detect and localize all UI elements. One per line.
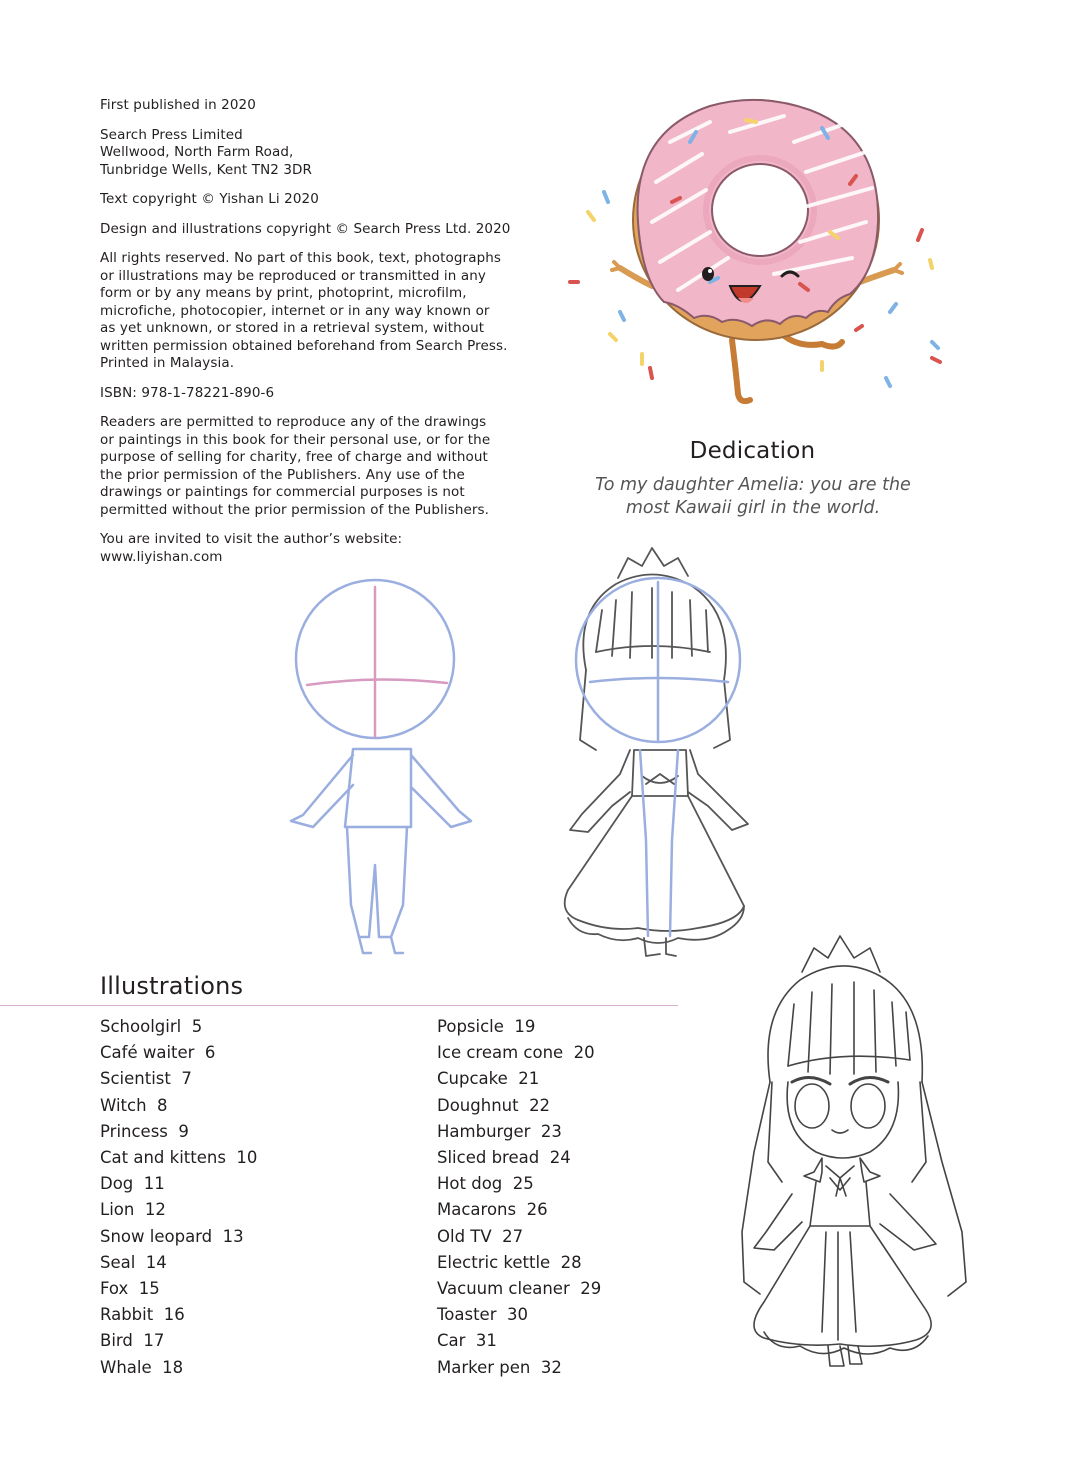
list-item: Dog 11: [100, 1174, 165, 1194]
illustrations-title: Illustrations: [100, 972, 244, 1000]
list-item: Whale 18: [100, 1357, 184, 1377]
published-line: First published in 2020: [100, 97, 256, 113]
list-item: Doughnut 22: [437, 1095, 551, 1115]
chibi-princess-lineart: [730, 932, 990, 1377]
list-item: Bird 17: [100, 1331, 165, 1351]
rights-notice: All rights reserved. No part of this book, text, photographs or illustrations may be reproduced or transmitted in any form or by any means by print, photoprint, microfilm, microfiche, photocopier, internet or in any way known or as yet unknown, or stored in a retrieval system, without written permission obtained beforehand from Search Press. Printed in Malaysia.: [100, 250, 508, 371]
chibi-construction-sketch: [283, 565, 483, 965]
permission-notice: Readers are permitted to reproduce any of the drawings or paintings in this book for their personal use, or for the purpose of selling for charity, free of charge and without the prior permission of the Publishers. Any use of the drawings or paintings for commercial purposes is not permitted without the prior permission of the Publishers.: [100, 414, 491, 518]
list-item: Café waiter 6: [100, 1043, 216, 1063]
kawaii-doughnut-illustration: [560, 72, 950, 412]
illustrations-list-column-2: [437, 1014, 601, 1381]
list-item: Vacuum cleaner 29: [437, 1279, 602, 1299]
list-item: Old TV 27: [437, 1226, 524, 1246]
dedication-title: Dedication: [689, 438, 816, 464]
section-divider: [0, 1005, 678, 1006]
list-item: Ice cream cone 20: [437, 1043, 595, 1063]
list-item: Princess 9: [100, 1121, 189, 1141]
illustrations-list-column-1: [100, 1014, 257, 1381]
list-item: Sliced bread 24: [437, 1148, 571, 1168]
list-item: Witch 8: [100, 1095, 168, 1115]
list-item: Fox 15: [100, 1279, 160, 1299]
list-item: Lion 12: [100, 1200, 166, 1220]
list-item: Hot dog 25: [437, 1174, 534, 1194]
list-item: Rabbit 16: [100, 1305, 185, 1325]
list-item: Car 31: [437, 1331, 497, 1351]
list-item: Hamburger 23: [437, 1121, 562, 1141]
list-item: Schoolgirl 5: [100, 1017, 203, 1036]
design-copyright: Design and illustrations copyright © Search Press Ltd. 2020: [100, 220, 511, 237]
isbn: ISBN: 978-1-78221-890-6: [100, 384, 275, 401]
publisher-address: Search Press Limited Wellwood, North Farm Road, Tunbridge Wells, Kent TN2 3DR: [100, 126, 313, 178]
copyright-block: [100, 97, 545, 566]
list-item: Marker pen 32: [437, 1357, 562, 1377]
list-item: Macarons 26: [437, 1200, 548, 1220]
chibi-princess-sketch: [548, 540, 768, 965]
list-item: Cupcake 21: [437, 1069, 540, 1089]
list-item: Cat and kittens 10: [100, 1148, 258, 1168]
list-item: Electric kettle 28: [437, 1252, 582, 1272]
list-item: Scientist 7: [100, 1069, 192, 1089]
list-item: Seal 14: [100, 1252, 167, 1272]
list-item: Snow leopard 13: [100, 1226, 244, 1246]
author-website[interactable]: You are invited to visit the author’s website: www.liyishan.com: [100, 531, 403, 565]
list-item: Toaster 30: [437, 1305, 528, 1325]
dedication-text: To my daughter Amelia: you are the most Kawaii girl in the world.: [595, 475, 911, 518]
list-item: Popsicle 19: [437, 1017, 536, 1036]
text-copyright: Text copyright © Yishan Li 2020: [100, 191, 319, 207]
